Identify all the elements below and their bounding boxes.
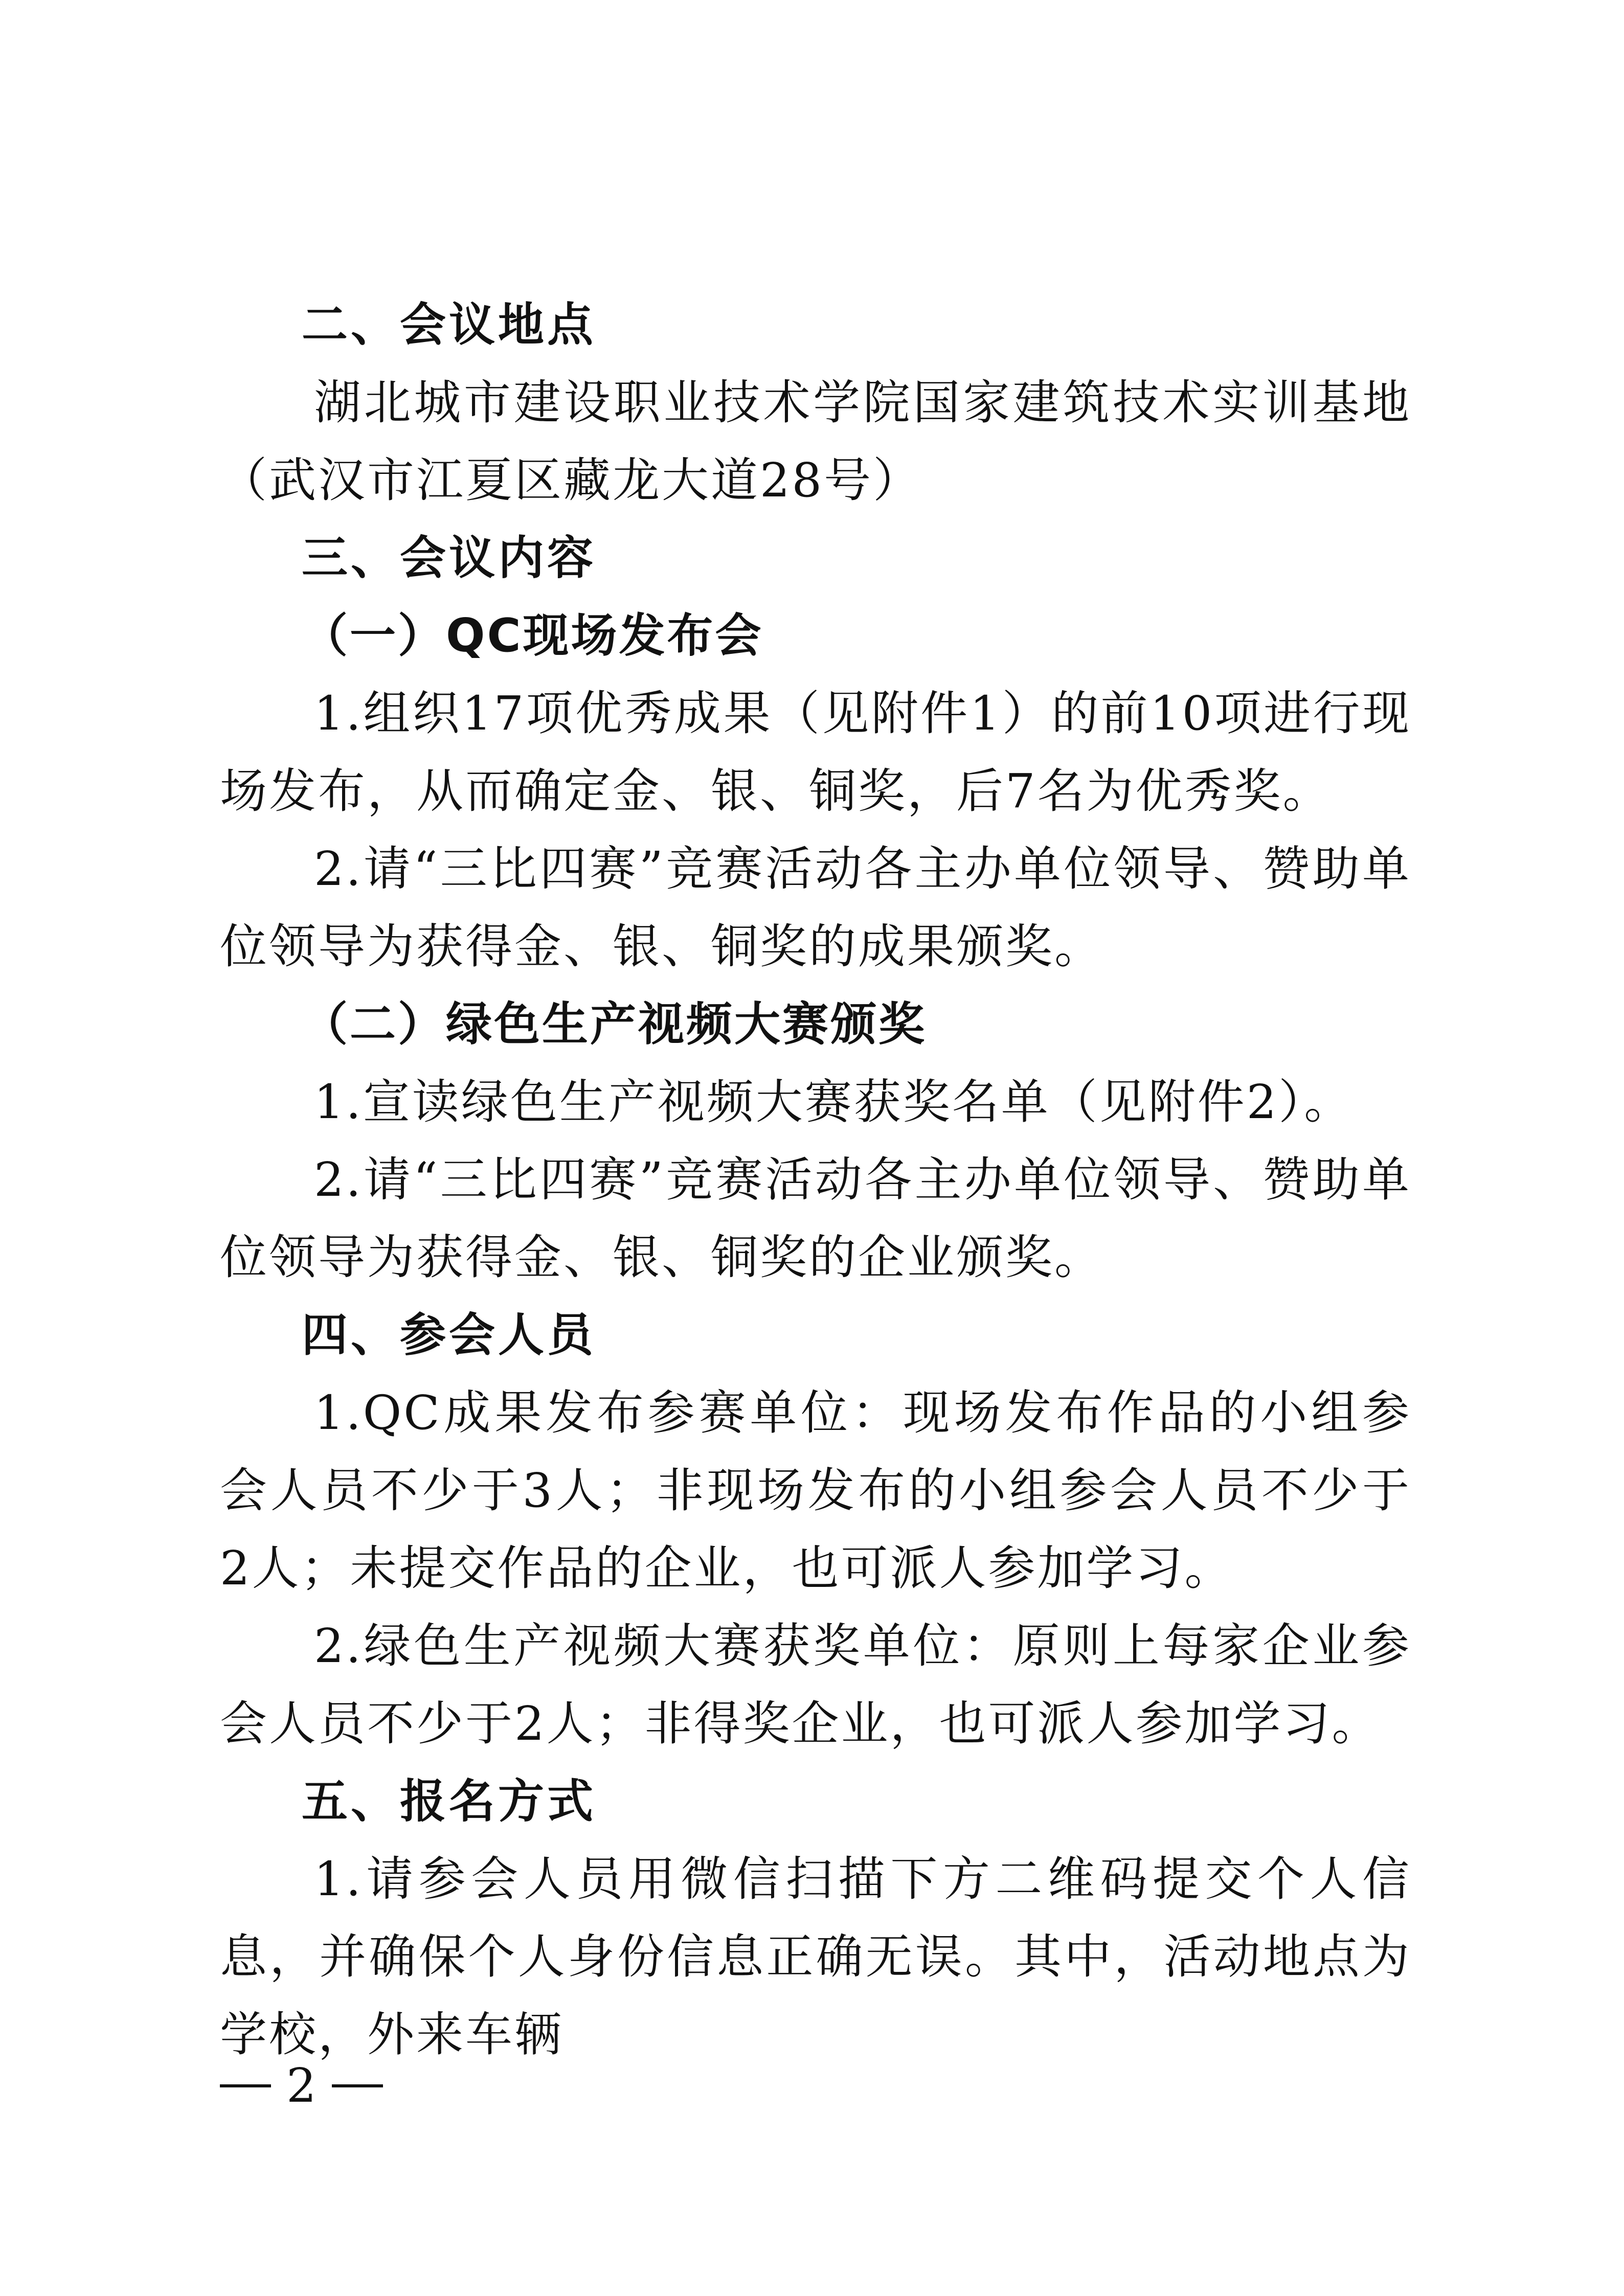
- paragraph-video-item-2: 2.请“三比四赛”竞赛活动各主办单位领导、赞助单位领导为获得金、银、铜奖的企业颁奖。: [220, 1152, 1411, 1285]
- page-number-left-dash: [220, 2084, 271, 2087]
- document-body: [220, 286, 1411, 2074]
- subheading-qc-release: （一）QC现场发布会: [302, 609, 763, 663]
- page-footer: [220, 2055, 383, 2117]
- section-heading-registration: 五、报名方式: [302, 1775, 596, 1828]
- paragraph-meeting-address: 湖北城市建设职业技术学院国家建筑技术实训基地（武汉市江夏区藏龙大道28号）: [220, 375, 1411, 508]
- subheading-green-video-award: （二）绿色生产视频大赛颁奖: [302, 997, 927, 1051]
- section-heading-attendees: 四、参会人员: [302, 1308, 596, 1362]
- paragraph-registration-item-1: 1.请参会人员用微信扫描下方二维码提交个人信息，并确保个人身份信息正确无误。其中，活动地点为学校，外来车辆: [220, 1852, 1411, 2062]
- paragraph-attendees-item-2: 2.绿色生产视频大赛获奖单位：原则上每家企业参会人员不少于2人；非得奖企业，也可派人参加学习。: [220, 1619, 1411, 1751]
- paragraph-qc-item-1: 1.组织17项优秀成果（见附件1）的前10项进行现场发布，从而确定金、银、铜奖，后7名为优秀奖。: [220, 686, 1411, 819]
- paragraph-qc-item-2: 2.请“三比四赛”竞赛活动各主办单位领导、赞助单位领导为获得金、银、铜奖的成果颁奖。: [220, 842, 1411, 974]
- page-number-right-dash: [332, 2084, 383, 2087]
- page-number: 2: [286, 2058, 317, 2113]
- paragraph-video-item-1: 1.宣读绿色生产视频大赛获奖名单（见附件2）。: [314, 1075, 1354, 1129]
- section-heading-meeting-location: 二、会议地点: [302, 298, 596, 352]
- paragraph-attendees-item-1: 1.QC成果发布参赛单位：现场发布作品的小组参会人员不少于3人；非现场发布的小组参会人员不少于2人；未提交作品的企业，也可派人参加学习。: [220, 1385, 1411, 1596]
- section-heading-meeting-content: 三、会议内容: [302, 531, 596, 585]
